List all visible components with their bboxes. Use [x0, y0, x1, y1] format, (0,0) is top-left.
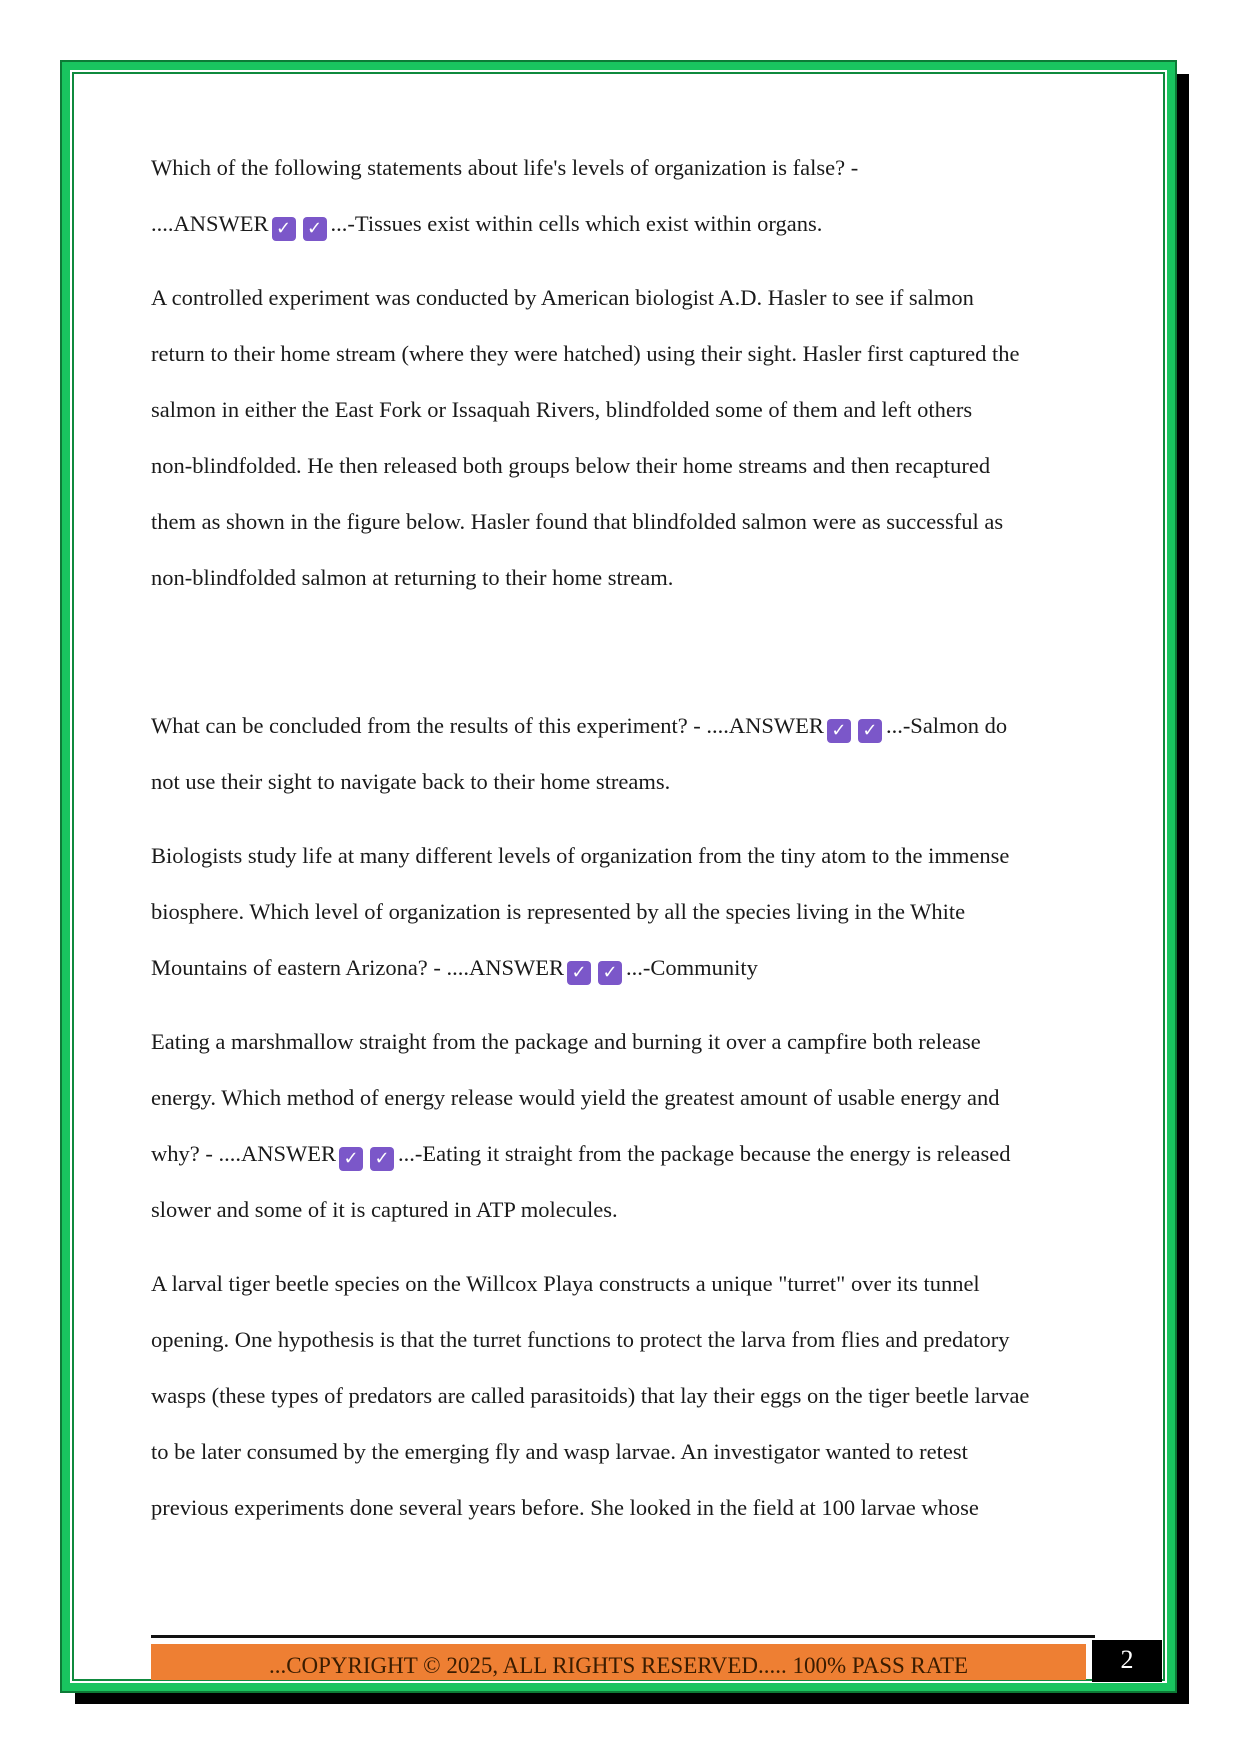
footer-rule: [151, 1635, 1095, 1638]
passage-salmon: [151, 270, 1101, 606]
checkmark-icon: ✓: [858, 719, 882, 743]
question-text: biosphere. Which level of organization is represented by all the species living in the White: [151, 899, 966, 924]
answer-line: [151, 196, 1101, 252]
question-text: Eating a marshmallow straight from the package and burning it over a campfire both release: [151, 1029, 981, 1054]
answer-text: ...-Salmon do: [885, 713, 1008, 738]
passage-line: salmon in either the East Fork or Issaquah Rivers, blindfolded some of them and left others: [151, 397, 973, 422]
figure-gap: [151, 624, 1101, 698]
answer-line: [151, 1126, 1101, 1182]
document-body: [151, 140, 1101, 1554]
answer-text: slower and some of it is captured in ATP molecules.: [151, 1197, 618, 1222]
question-5: [151, 1256, 1101, 1536]
answer-line: [151, 940, 1101, 996]
checkmark-icon: ✓: [370, 1147, 394, 1171]
question-text: to be later consumed by the emerging fly and wasp larvae. An investigator wanted to retest: [151, 1439, 968, 1464]
question-text: Which of the following statements about life's levels of organization is false? -: [151, 155, 859, 180]
question-text: previous experiments done several years before. She looked in the field at 100 larvae whose: [151, 1495, 979, 1520]
footer-copyright: ...COPYRIGHT © 2025, ALL RIGHTS RESERVED..... 100% PASS RATE: [151, 1644, 1086, 1680]
answer-line: [151, 698, 1101, 754]
question-text: Biologists study life at many different levels of organization from the tiny atom to the immense: [151, 843, 1010, 868]
question-text: energy. Which method of energy release would yield the greatest amount of usable energy and: [151, 1085, 1000, 1110]
answer-text: ...-Eating it straight from the package because the energy is released: [397, 1141, 1011, 1166]
question-text: wasps (these types of predators are called parasitoids) that lay their eggs on the tiger beetle larvae: [151, 1383, 1030, 1408]
answer-text: not use their sight to navigate back to their home streams.: [151, 769, 671, 794]
answer-text: ...-Community: [626, 955, 758, 980]
question-text: What can be concluded from the results of this experiment? - ....ANSWER: [151, 713, 824, 738]
passage-line: A controlled experiment was conducted by American biologist A.D. Hasler to see if salmon: [151, 285, 974, 310]
answer-text: ...-Tissues exist within cells which exist within organs.: [330, 211, 823, 236]
question-2: [151, 698, 1101, 810]
passage-line: them as shown in the figure below. Hasler found that blindfolded salmon were as successful as: [151, 509, 1004, 534]
checkmark-icon: ✓: [339, 1147, 363, 1171]
checkmark-icon: ✓: [272, 217, 296, 241]
checkmark-icon: ✓: [598, 961, 622, 985]
question-text: opening. One hypothesis is that the turret functions to protect the larva from flies and predatory: [151, 1327, 1010, 1352]
passage-line: non-blindfolded salmon at returning to their home stream.: [151, 565, 674, 590]
passage-line: non-blindfolded. He then released both groups below their home streams and then recaptured: [151, 453, 991, 478]
question-4: [151, 1014, 1101, 1238]
question-text: why? - ....ANSWER: [151, 1141, 336, 1166]
question-1: [151, 140, 1101, 252]
page-number: 2: [1092, 1640, 1162, 1682]
passage-line: return to their home stream (where they were hatched) using their sight. Hasler first captured the: [151, 341, 1020, 366]
checkmark-icon: ✓: [567, 961, 591, 985]
checkmark-icon: ✓: [827, 719, 851, 743]
question-text: A larval tiger beetle species on the Willcox Playa constructs a unique "turret" over its tunnel: [151, 1271, 980, 1296]
question-3: [151, 828, 1101, 996]
question-text: Mountains of eastern Arizona? - ....ANSWER: [151, 955, 565, 980]
answer-label: ....ANSWER: [151, 211, 269, 236]
checkmark-icon: ✓: [303, 217, 327, 241]
